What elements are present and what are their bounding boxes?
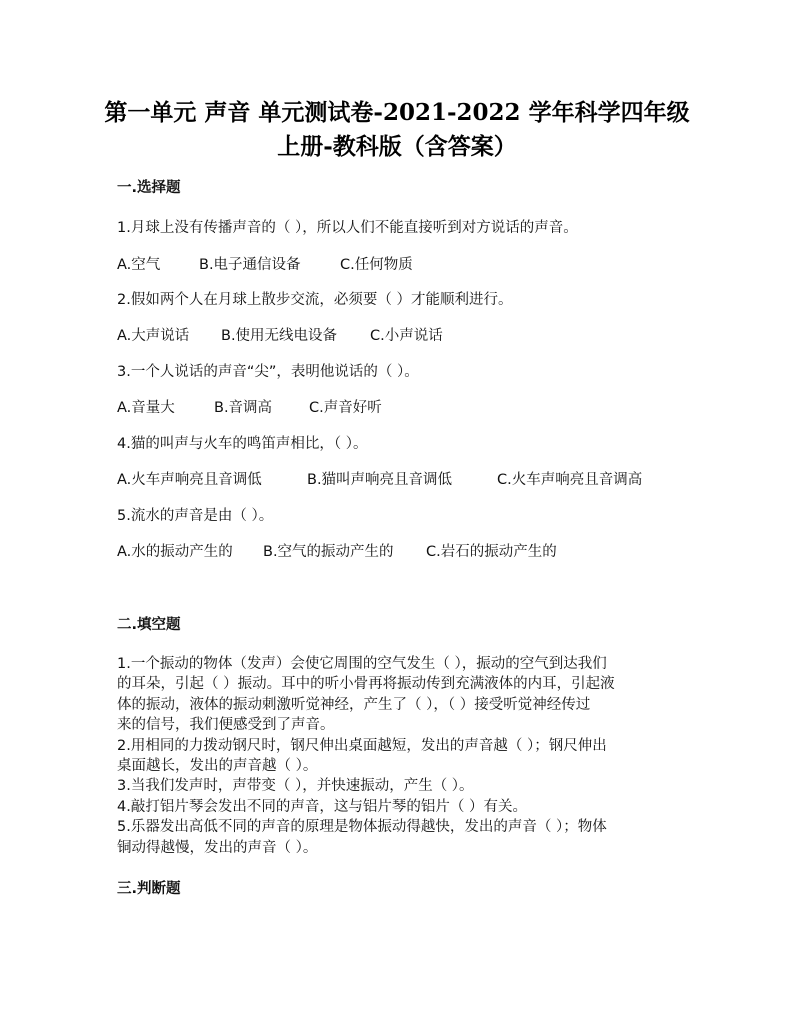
fill-line: 1.一个振动的物体（发声）会使它周围的空气发生（ ），振动的空气到达我们 <box>117 656 607 672</box>
question-2-stem: 2.假如两个人在月球上散步交流，必须要（ ）才能顺利进行。 <box>117 292 513 308</box>
question-3-option-a: A.音量大 <box>117 400 175 416</box>
fill-line: 5.乐器发出高低不同的声音的原理是物体振动得越快，发出的声音（ ）；物体 <box>117 819 607 836</box>
fill-in-questions <box>117 654 682 858</box>
fill-line: 的耳朵，引起（ ）振动。耳中的听小骨再将振动传到充满液体的内耳，引起液 <box>117 676 615 693</box>
question-4-stem: 4.猫的叫声与火车的鸣笛声相比，（ ）。 <box>117 436 368 452</box>
question-3-option-b: B.音调高 <box>214 400 273 416</box>
question-1-stem: 1.月球上没有传播声音的（ ），所以人们不能直接听到对方说话的声音。 <box>117 220 578 236</box>
section-heading-choice: 一.选择题 <box>117 180 181 196</box>
question-5-option-b: B.空气的振动产生的 <box>263 544 394 560</box>
section-heading-fill: 二.填空题 <box>117 617 181 633</box>
question-4-options <box>117 468 642 489</box>
fill-line: 2.用相同的力拨动钢尺时，钢尺伸出桌面越短，发出的声音越（ ）；钢尺伸出 <box>117 737 607 754</box>
question-3-option-c: C.声音好听 <box>309 400 382 416</box>
fill-line: 4.敲打铝片琴会发出不同的声音，这与铝片琴的铝片（ ）有关。 <box>117 798 527 815</box>
document-title-line-1: 第一单元 声音 单元测试卷-2021-2022 学年科学四年级 <box>104 99 690 126</box>
fill-line: 铜动得越慢，发出的声音（ ）。 <box>117 839 318 856</box>
document-title-line-2: 上册-教科版（含答案） <box>277 133 517 160</box>
question-4-option-b: B.猫叫声响亮且音调低 <box>307 472 453 488</box>
question-3-stem: 3.一个人说话的声音“尖”，表明他说话的（ ）。 <box>117 364 419 380</box>
question-4-option-c: C.火车声响亮且音调高 <box>497 472 643 488</box>
section-heading-judge: 三.判断题 <box>117 881 181 897</box>
question-1-option-b: B.电子通信设备 <box>199 257 301 273</box>
question-1-options <box>117 253 413 274</box>
question-5-stem: 5.流水的声音是由（ ）。 <box>117 508 274 524</box>
question-3-options <box>117 396 382 417</box>
question-5-options <box>117 540 557 561</box>
question-5-option-a: A.水的振动产生的 <box>117 544 233 560</box>
question-1-option-a: A.空气 <box>117 257 161 273</box>
question-5-option-c: C.岩石的振动产生的 <box>426 544 557 560</box>
question-2-option-a: A.大声说话 <box>117 328 190 344</box>
fill-line: 来的信号，我们便感受到了声音。 <box>117 717 335 734</box>
fill-line: 3.当我们发声时，声带变（ ），并快速振动，产生（ ）。 <box>117 778 474 795</box>
question-2-option-c: C.小声说话 <box>370 328 443 344</box>
question-2-options <box>117 324 443 345</box>
question-1-option-c: C.任何物质 <box>340 257 413 273</box>
question-4-option-a: A.火车声响亮且音调低 <box>117 472 262 488</box>
fill-line: 桌面越长，发出的声音越（ ）。 <box>117 758 318 775</box>
fill-line: 体的振动，液体的振动刺激听觉神经，产生了（ ），（ ）接受听觉神经传过 <box>117 696 591 713</box>
question-2-option-b: B.使用无线电设备 <box>221 328 338 344</box>
